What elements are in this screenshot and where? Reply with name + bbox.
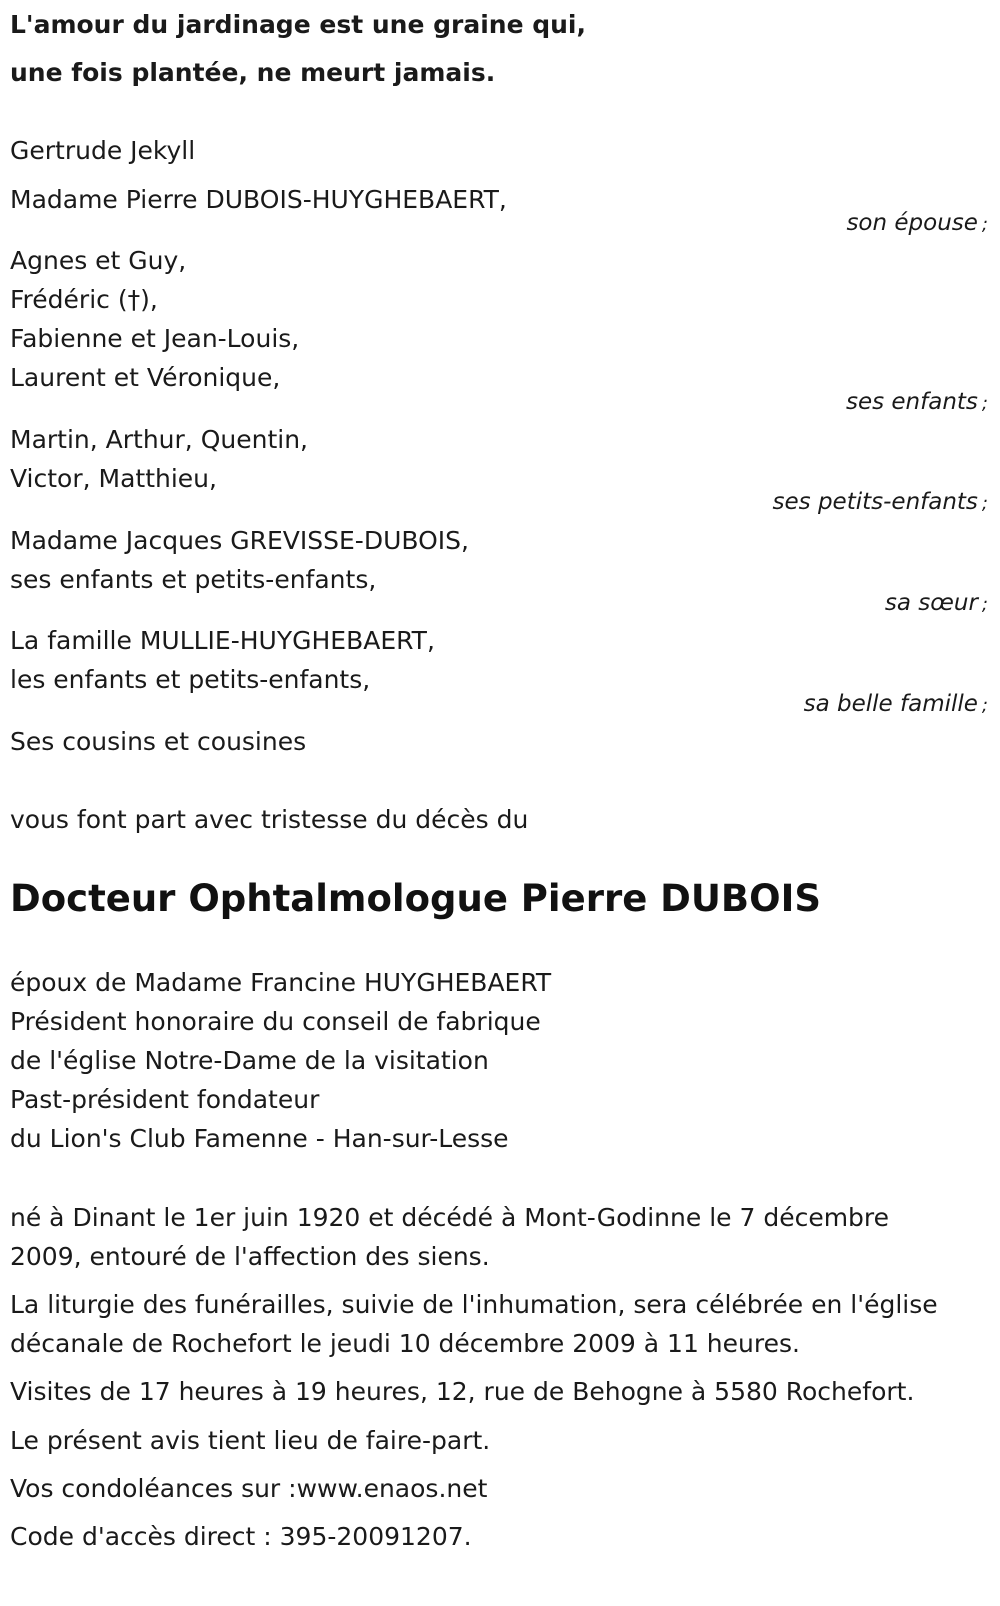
sister-line-2: ses enfants et petits-enfants, [10,565,377,594]
title-line-4: Past-président fondateur [10,1085,320,1114]
funeral-line-2: décanale de Rochefort le jeudi 10 décembre 2009 à 11 heures. [10,1329,800,1358]
access-code: Code d'accès direct : 395-20091207. [10,1522,472,1551]
title-line-3: de l'église Notre-Dame de la visitation [10,1046,489,1075]
birth-death-line-2: 2009, entouré de l'affection des siens. [10,1242,490,1271]
inlaws-line-1: La famille MULLIE-HUYGHEBAERT, [10,626,435,655]
quote-author: Gertrude Jekyll [10,136,196,165]
title-line-1: époux de Madame Francine HUYGHEBAERT [10,968,552,997]
grandchildren-role: ses petits-enfants ; [772,489,988,515]
spouse-name: Madame Pierre DUBOIS-HUYGHEBAERT, [10,185,507,214]
grandchildren-line-2: Victor, Matthieu, [10,464,217,493]
child-2: Frédéric (†), [10,285,158,314]
child-3: Fabienne et Jean-Louis, [10,324,300,353]
sister-line-1: Madame Jacques GREVISSE-DUBOIS, [10,526,469,555]
deceased-name: Docteur Ophtalmologue Pierre DUBOIS [10,877,822,920]
sister-role: sa sœur ; [884,590,988,616]
birth-death-line-1: né à Dinant le 1er juin 1920 et décédé à Mont-Godinne le 7 décembre [10,1203,890,1232]
grandchildren-line-1: Martin, Arthur, Quentin, [10,425,308,454]
inlaws-role: sa belle famille ; [803,691,988,717]
child-4: Laurent et Véronique, [10,363,281,392]
quote-line-1: L'amour du jardinage est une graine qui, [10,10,586,39]
quote-line-2: une fois plantée, ne meurt jamais. [10,58,496,87]
child-1: Agnes et Guy, [10,246,187,275]
inlaws-line-2: les enfants et petits-enfants, [10,665,371,694]
funeral-line-1: La liturgie des funérailles, suivie de l'inhumation, sera célébrée en l'église [10,1290,938,1319]
announcement: vous font part avec tristesse du décès du [10,805,529,834]
cousins: Ses cousins et cousines [10,727,307,756]
children-role: ses enfants ; [845,389,988,415]
title-line-5: du Lion's Club Famenne - Han-sur-Lesse [10,1124,509,1153]
visits-info: Visites de 17 heures à 19 heures, 12, rue de Behogne à 5580 Rochefort. [10,1377,915,1406]
condolences-text: Vos condoléances sur :www.enaos.net [10,1474,488,1503]
spouse-role: son épouse ; [846,210,988,236]
notice-text: Le présent avis tient lieu de faire-part. [10,1426,491,1455]
title-line-2: Président honoraire du conseil de fabrique [10,1007,541,1036]
